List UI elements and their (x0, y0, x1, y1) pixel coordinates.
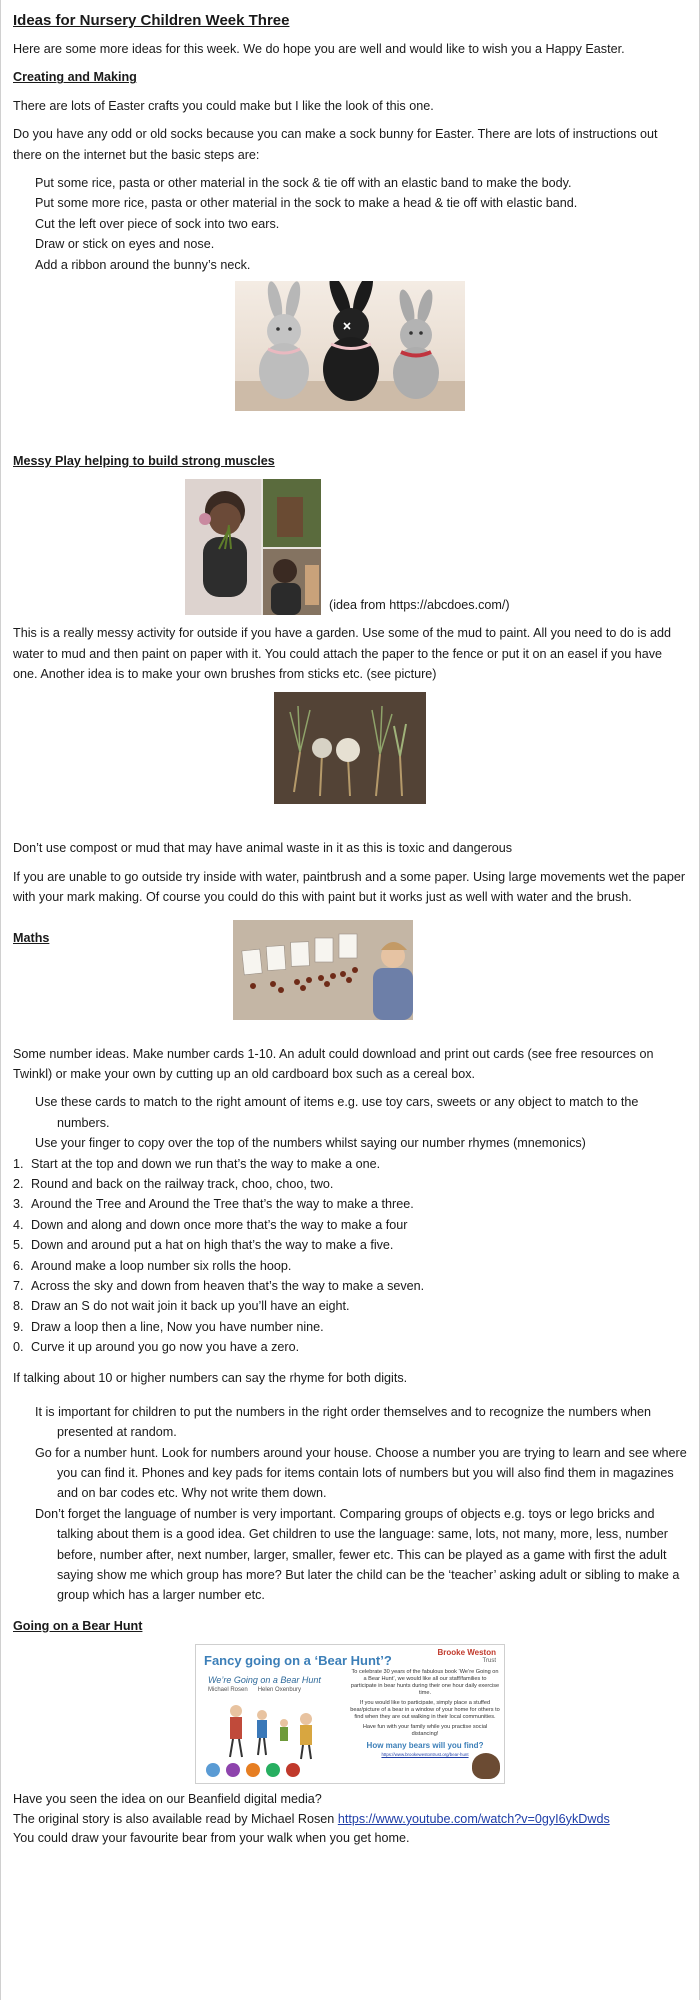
creating-paragraph-1: There are lots of Easter crafts you could make but I like the look of this one. (13, 98, 434, 113)
poster-body: To celebrate 30 years of the fabulous book ‘We’re Going on a Bear Hunt’, we would like all our staff/families to participate in bear hunts during their one hour daily exercise time. If you would like to participate, simply place a stuffed bear/picture of a bear in a window of your home for others to find when they are out walking in their local communities. Have fun with your family while you practise social distancing! How many bears will you find? https://www.brookewestontrust.org/bear-hunt (350, 1669, 500, 1758)
step-item: Cut the left over piece of sock into two ears. (35, 216, 280, 231)
bear-photo (472, 1753, 500, 1779)
rhyme-item: 5. Down and around put a hat on high that’s the way to make a five. (13, 1238, 394, 1253)
rhyme-item: 6. Around make a loop number six rolls the hoop. (13, 1258, 292, 1273)
bear-line-1: Have you seen the idea on our Beanfield digital media? (13, 1792, 322, 1807)
bear-line-3: You could draw your favourite bear from your walk when you get home. (13, 1831, 410, 1846)
poster-book-title: We’re Going on a Bear Hunt (208, 1675, 321, 1686)
maths-bullets-2 (13, 1402, 687, 1606)
rhyme-item: 1. Start at the top and down we run that’s the way to make a one. (13, 1156, 381, 1171)
step-item: Put some rice, pasta or other material in the sock & tie off with an elastic band to make the body. (35, 175, 572, 190)
sock-bunny-steps (13, 173, 687, 275)
maths-paragraph-2: If talking about 10 or higher numbers can say the rhyme for both digits. (13, 1370, 408, 1385)
step-item: Put some more rice, pasta or other material in the sock to make a head & tie off with elastic band. (35, 196, 578, 211)
messy-paragraph-1: This is a really messy activity for outside if you have a garden. Use some of the mud to paint. All you need to do is add water to mud and then paint on paper with it. You could attach the paper to the fence or put it on an easel if you have one. Another idea is to make your own brushes from sticks etc. (see picture) (13, 626, 672, 682)
maths-heading: Maths (13, 930, 50, 945)
page-title: Ideas for Nursery Children Week Three (13, 12, 290, 29)
maths-bullet: Don’t forget the language of number is very important. Comparing groups of objects e.g. toys or lego bricks and talking about them is a good idea. Get children to use the language: same, lots, not many, more, less, number before, number after, next number, larger, smaller, fewer etc. This can be played as a game with first the adult saying show me which group has more? But later the child can be the ‘teacher’ asking adult or sibling to make a group which has a larger number etc. (35, 1506, 680, 1603)
poster-title: Fancy going on a ‘Bear Hunt’? (204, 1653, 392, 1669)
bear-hunt-heading: Going on a Bear Hunt (13, 1618, 143, 1633)
number-cards-photo (233, 920, 413, 1020)
logo-icon (226, 1763, 240, 1777)
poster-illustration (206, 1697, 336, 1761)
rhyme-item: 2. Round and back on the railway track, choo, choo, two. (13, 1176, 334, 1191)
messy-heading: Messy Play helping to build strong muscles (13, 453, 275, 468)
bear-hunt-poster (195, 1644, 505, 1784)
step-item: Add a ribbon around the bunny’s neck. (35, 257, 251, 272)
maths-bullets (13, 1092, 687, 1153)
stick-brushes-photo (274, 692, 426, 804)
idea-source-caption: (idea from https://abcdoes.com/) (329, 597, 510, 612)
logo-icon (286, 1763, 300, 1777)
youtube-link[interactable]: https://www.youtube.com/watch?v=0gyI6ykDwds (337, 1811, 610, 1826)
logo-icon (266, 1763, 280, 1777)
sock-bunnies-photo (235, 281, 465, 411)
rhyme-item: 8. Draw an S do not wait join it back up you’ll have an eight. (13, 1299, 350, 1314)
number-rhymes-list (13, 1154, 687, 1358)
logo-icon (206, 1763, 220, 1777)
creating-heading: Creating and Making (13, 70, 137, 85)
rhyme-item: 7. Across the sky and down from heaven that’s the way to make a seven. (13, 1278, 425, 1293)
messy-paragraph-3: If you are unable to go outside try inside with water, paintbrush and a some paper. Using large movements wet the paper with your mark making. Of course you could do this with paint but it works just as well with water and the brush. (13, 869, 686, 905)
maths-bullet: Use these cards to match to the right amount of items e.g. use toy cars, sweets or any object to match to the numbers. (35, 1095, 639, 1130)
rhyme-item: 4. Down and along and down once more that’s the way to make a four (13, 1217, 408, 1232)
maths-bullet: Go for a number hunt. Look for numbers around your house. Choose a number you are trying to learn and see where you can find it. Phones and key pads for items contain lots of numbers but you will also find them in magazines and on bar codes etc. Why not write them down. (35, 1445, 687, 1501)
maths-paragraph-1: Some number ideas. Make number cards 1-10. An adult could download and print out cards (see free resources on Twinkl) or make your own by cutting up an old cardboard box such as a cereal box. (13, 1046, 654, 1082)
poster-authors: Michael Rosen Helen Oxenbury (208, 1687, 302, 1694)
logo-icon (246, 1763, 260, 1777)
step-item: Draw or stick on eyes and nose. (35, 237, 215, 252)
maths-bullet: It is important for children to put the numbers in the right order themselves and to recognize the numbers when presented at random. (35, 1404, 652, 1440)
bear-line-2: The original story is also available read by Michael Rosen https://www.youtube.com/watch?v=0gyI6ykDwds (13, 1811, 610, 1826)
poster-logos (206, 1763, 300, 1777)
messy-paragraph-2: Don’t use compost or mud that may have animal waste in it as this is toxic and dangerous (13, 841, 513, 856)
creating-paragraph-2: Do you have any odd or old socks because you can make a sock bunny for Easter. There are lots of instructions out there on the internet but the basic steps are: (13, 127, 658, 162)
maths-bullet: Use your finger to copy over the top of the numbers whilst saying our number rhymes (mnemonics) (35, 1136, 586, 1151)
child-mud-painting-photo (185, 479, 321, 615)
rhyme-item: 9. Draw a loop then a line, Now you have number nine. (13, 1319, 324, 1334)
intro-paragraph: Here are some more ideas for this week. We do hope you are well and would like to wish you a Happy Easter. (13, 42, 625, 56)
rhyme-item: 0. Curve it up around you go now you have a zero. (13, 1340, 300, 1355)
poster-brand: Brooke Weston Trust (437, 1648, 496, 1664)
rhyme-item: 3. Around the Tree and Around the Tree that’s the way to make a three. (13, 1197, 414, 1212)
